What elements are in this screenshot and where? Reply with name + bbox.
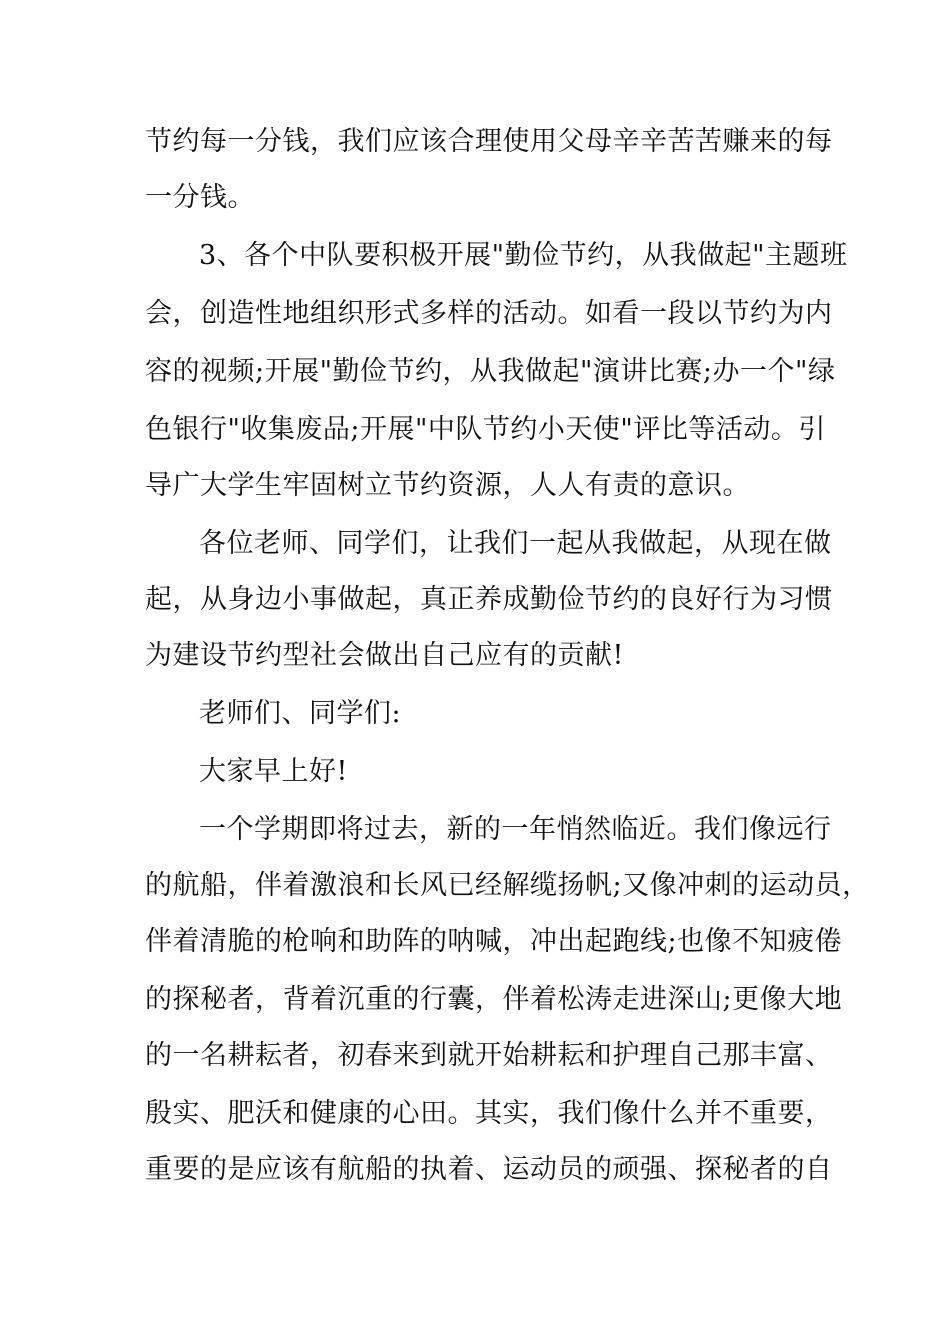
text-line: 导广大学生牢固树立节约资源，人人有责的意识。 (145, 470, 750, 501)
text-line: 节约每一分钱，我们应该合理使用父母辛辛苦苦赚来的每 (145, 126, 833, 157)
text-line: 老师们、同学们: (199, 698, 402, 729)
text-line: 容的视频;开展"勤俭节约，从我做起"演讲比赛;办一个"绿 (145, 356, 836, 387)
text-line: 3、各个中队要积极开展"勤俭节约，从我做起"主题班 (199, 240, 848, 271)
text-line: 大家早上好! (199, 756, 348, 787)
text-line: 为建设节约型社会做出自己应有的贡献! (145, 640, 624, 671)
text-line: 会，创造性地组织形式多样的活动。如看一段以节约为内 (145, 298, 833, 329)
text-line: 重要的是应该有航船的执着、运动员的顽强、探秘者的自 (145, 1154, 833, 1185)
text-line: 的探秘者，背着沉重的行囊，伴着松涛走进深山;更像大地 (145, 984, 843, 1015)
text-line: 的航船，伴着激浪和长风已经解缆扬帆;又像冲刺的运动员， (145, 870, 870, 901)
text-line: 各位老师、同学们，让我们一起从我做起，从现在做 (199, 528, 832, 559)
text-line: 起，从身边小事做起，真正养成勤俭节约的良好行为习惯 (145, 584, 833, 615)
text-line: 一分钱。 (145, 182, 255, 213)
text-line: 的一名耕耘者，初春来到就开始耕耘和护理自己那丰富、 (145, 1040, 833, 1071)
text-line: 色银行"收集废品;开展"中队节约小天使"评比等活动。引 (145, 414, 826, 445)
text-line: 伴着清脆的枪响和助阵的呐喊，冲出起跑线;也像不知疲倦 (145, 926, 843, 957)
text-line: 殷实、肥沃和健康的心田。其实，我们像什么并不重要， (145, 1098, 833, 1129)
text-line: 一个学期即将过去，新的一年悄然临近。我们像远行 (199, 814, 832, 845)
